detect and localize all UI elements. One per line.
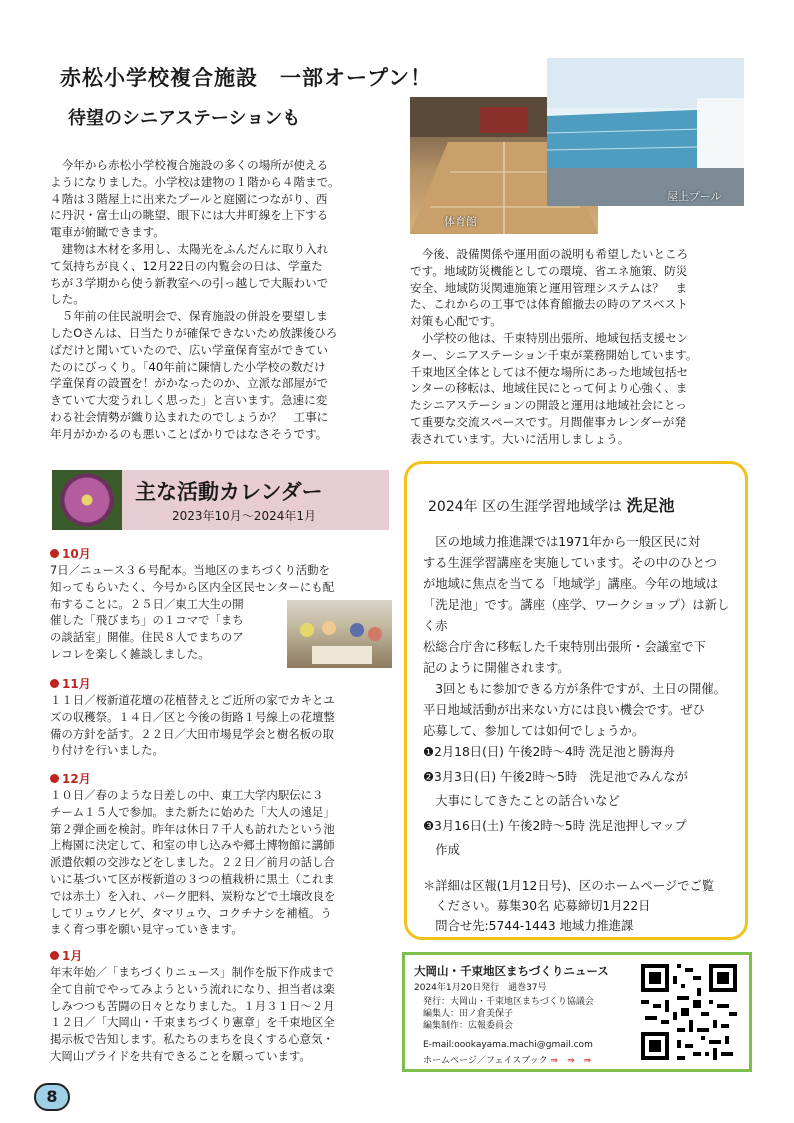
learning-title-emphasis: 洗足池 (626, 496, 675, 515)
colophon-email-link[interactable]: E-mail:oookayama.machi@gmail.com (423, 1040, 593, 1050)
colophon-issue: 2024年1月20日発行 通巻37号 (414, 983, 547, 993)
calendar-month-nov (50, 675, 392, 759)
learning-box-notes: ＊詳細は区報(1月12日号)、区のホームページでご覧 ください。募集30名 応募締切1月22日 問合せ先:5744‐1443 地域力推進課 (423, 879, 715, 933)
month-text: 7日／ニュース３６号配本。当地区のまちづくり活動を 知ってもらいたく、今号から区内全区民センターにも配 布することに。２５日／東工大生の開 催した「飛びまち」の１コマで「まち の談話室」開催。住民８人でまちのア レコレを楽しく雑談しました。 (50, 563, 335, 661)
meeting-photo (287, 600, 392, 668)
month-label: 11月 (62, 677, 91, 691)
colophon-publisher: 発行：大岡山・千束地区まちづくり協議会 編集人：田ノ倉美保子 編集制作：広報委員会 (423, 997, 594, 1031)
month-text: １１日／桜新道花壇の花植替えとご近所の家でカキとユ ズの収穫祭。１４日／区と今後の街路１号線上の花壇整 備の方針を話す。２２日／大田市場見学会と樹名板の取 り付けを行いました。 (50, 693, 335, 758)
colophon-homepage-link[interactable] (423, 1053, 591, 1066)
calendar-title: 主な活動カレンダー (135, 480, 323, 504)
month-text: 年末年始／「まちづくりニュース」制作を版下作成まで 全て自前でやってみようという流れになり、担当者は楽 しみつつも苦闘の日々となりました。１月３１日～２月 １２日／「大岡山・千束まちづくり憲章」を千束地区全 掲示板で告知します。私たちのまちを良くする心意気・ 大岡山プライドを共有できることを願っています。 (50, 965, 335, 1063)
calendar-month-dec (50, 770, 392, 938)
colophon-title: 大岡山・千束地区まちづくりニュース (414, 964, 609, 978)
month-label: 1月 (62, 949, 83, 963)
pool-photo-label: 屋上プール (667, 190, 722, 203)
bullet-icon (50, 951, 59, 960)
qr-code-drawing (641, 964, 737, 1060)
article-right-column: 今後、設備関係や運用面の説明も希望したいところ です。地域防災機能としての環境、省エネ施策、防災 安全、地域防災関連施策と運用管理システムは？ ま た、これからの工事では体育館撤去の時のアスベスト 対策も心配です。 小学校の他は、千束特別出張所、地域包括支援セン ター、シニアステーション千束が業務開始しています。 千束地区全体としては不便な場所にあった地域包括セ ンターの移転は、地域住民にとって何より心強く、ま たシニアステーションの開設と運用は地域社会にとっ て重要な交流スペースです。月間催事カレンダーが発 表されています。大いに活用しましょう。 (410, 247, 698, 446)
page-number-badge: 8 (34, 1083, 70, 1111)
learning-box-sessions: ❶2月18日(日) 午後2時～4時 洗足池と勝海舟 ❷3月3日(日) 午後2時～5時 洗足池でみんなが 大事にしてきたことの話合いなど ❸3月16日(土) 午後2時～5時 洗足池押しマップ 作成 (423, 745, 688, 857)
article-left-column: 今年から赤松小学校複合施設の多くの場所が使える ようになりました。小学校は建物の１階から４階まで。 ４階は３階屋上に出来たプールと庭園につながり、西 に丹沢・富士山の眺望、眼下には大井町線を上下する 電車が俯瞰できます。 建物は木材を多用し、太陽光をふんだんに取り入れ て気持ちが良く、12月22日の内覧会の日は、学童た ちが３学期から使う新教室への引っ越しで大賑わいで した。 ５年前の住民説明会で、保育施設の併設を要望しま したOさんは、日当たりが確保できないため放課後ひろ ばだけと聞いていたので、広い学童保育室ができてい たのにびっくり。「40年前に陳情した小学校の数だけ 学童保育の設置を！がかなったのか、立派な部屋がで きていて大変うれしく思った」と言います。急速に変 わる社会情勢が織り込まれたのでしょうか？ 工事に 年月がかかるのも悪いことばかりではなさそうです。 (50, 158, 340, 441)
article-title: 赤松小学校複合施設 一部オープン！ (60, 66, 433, 90)
month-label: 10月 (62, 547, 91, 561)
calendar-range: 2023年10月～2024年1月 (172, 509, 316, 523)
bullet-icon (50, 774, 59, 783)
pool-photo (547, 58, 744, 206)
month-heading (50, 770, 392, 787)
month-label: 12月 (62, 772, 91, 786)
flower-photo (52, 470, 122, 530)
qr-code-icon[interactable] (641, 964, 737, 1060)
homepage-label: ホームページ／フェイスブック (423, 1056, 548, 1066)
article-subtitle: 待望のシニアステーションも (68, 108, 301, 129)
arrow-icons: ⇒ ⇒ ⇒ (550, 1056, 592, 1066)
month-heading (50, 545, 392, 562)
month-heading (50, 675, 392, 692)
meeting-photo-drawing (287, 600, 392, 668)
learning-title-prefix: 2024年 区の生涯学習地域学は (428, 499, 627, 515)
learning-box-body: 区の地域力推進課では1971年から一般区民に対 する生涯学習講座を実施しています。その中のひとつ が地域に焦点を当てる「地域学」講座。今年の地域は 「洗足池」です。講座（座学、ワークショップ）は新しく赤 松総合庁舎に移転した千束特別出張所・会議室で下 記のように開催されます。 3回ともに参加できる方が条件ですが、土日の開催。 平日地域活動が出来ない方には良い機会です。ぜひ 応募して、参加しては如何でしょうか。 (423, 535, 730, 738)
month-text: １０日／春のような日差しの中、東工大学内駅伝に３ チーム１５人で参加。また新たに始めた「大人の遠足」 第２弾企画を検討。昨年は休日７千人も訪れたという池 上梅園に決定して、和室の申し込みや郷土博物館に講師 派遣依頼の交渉などをしました。２２日／前月の話し合 いに基づいて区が桜新道の３つの植栽枡に黒土（これま では赤土）を入れ、パーク肥料、炭粉などで土壌改良を してリュウノヒゲ、タマリュウ、コクチナシを補植。う まく育つ事を願い見守っていきます。 (50, 788, 336, 937)
pool-photo-drawing (547, 58, 744, 206)
bullet-icon (50, 549, 59, 558)
learning-box-title (428, 493, 675, 516)
month-heading (50, 947, 392, 964)
bullet-icon (50, 679, 59, 688)
calendar-month-jan (50, 947, 392, 1065)
gym-photo-label: 体育館 (444, 215, 477, 228)
